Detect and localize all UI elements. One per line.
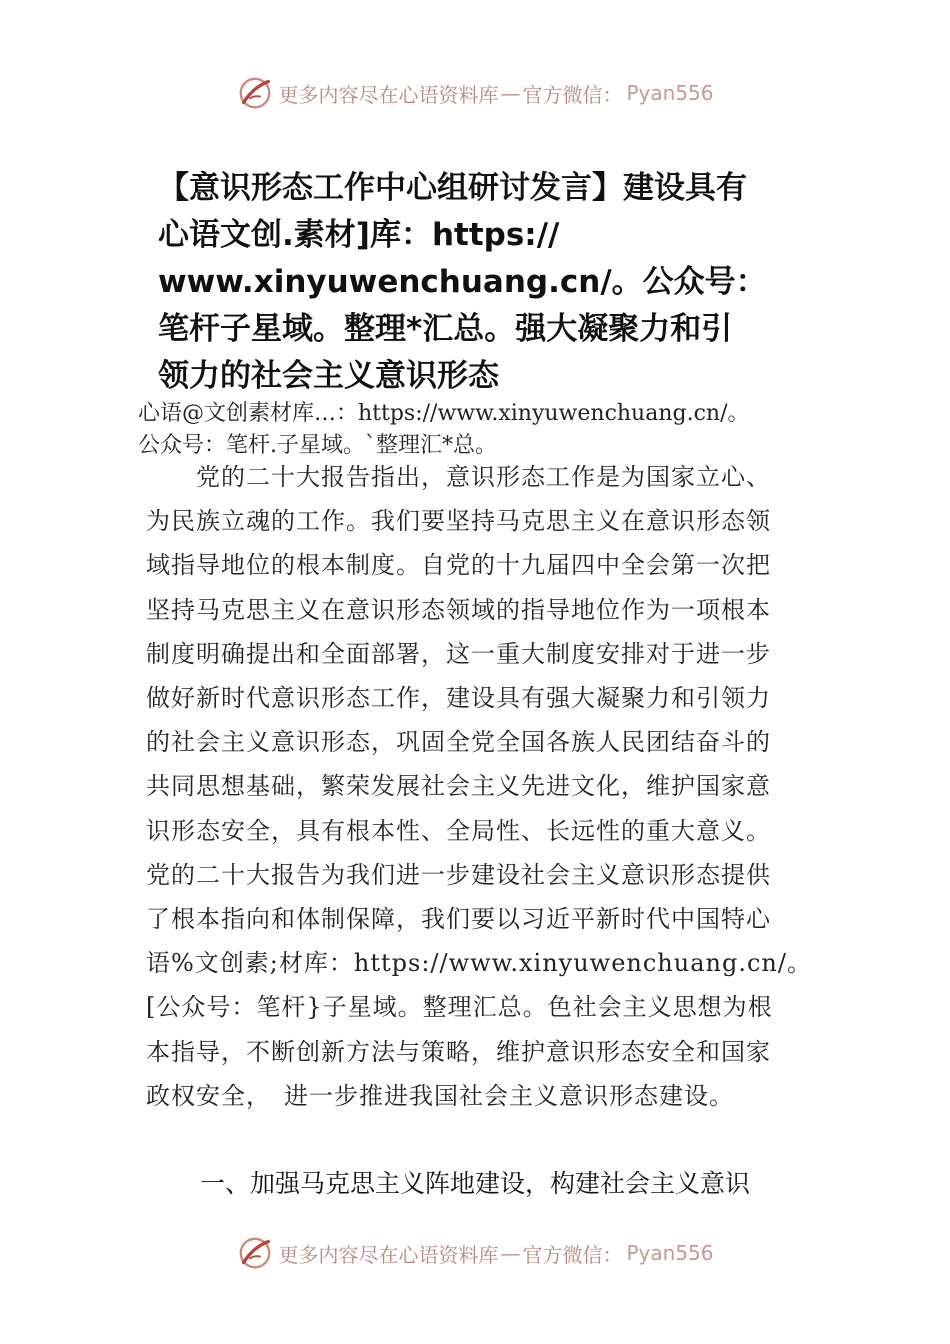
body-line: 语%文创素;材库：https://www.xinyuwenchuang.cn/。 <box>146 949 812 978</box>
title-line: www.xinyuwenchuang.cn/。公众号： <box>158 264 767 300</box>
title-line: 笔杆子星域。整理*汇总。强大凝聚力和引 <box>158 311 733 347</box>
body-paragraph <box>146 455 846 1118</box>
body-line: 的社会主义意识形态，巩固全党全国各族人民团结奋斗的 <box>146 728 771 757</box>
body-line: 域指导地位的根本制度。自党的十九届四中全会第一次把 <box>146 551 771 580</box>
body-line: [公众号：笔杆}子星域。整理汇总。色社会主义思想为根 <box>146 993 773 1022</box>
body-line: 共同思想基础，繁荣发展社会主义先进文化，维护国家意 <box>146 772 771 801</box>
body-line: 了根本指向和体制保障，我们要以习近平新时代中国特心 <box>146 905 771 934</box>
watermark-text: 更多内容尽在心语资料库 <box>278 1242 499 1267</box>
body-line: 识形态安全，具有根本性、全局性、长远性的重大意义。 <box>146 816 771 845</box>
brush-seal-icon <box>236 74 274 112</box>
watermark-separator: — <box>500 1241 521 1265</box>
brush-seal-icon <box>236 1234 274 1272</box>
body-line: 党的二十大报告为我们进一步建设社会主义意识形态提供 <box>146 860 771 889</box>
footer-watermark <box>0 1233 950 1273</box>
body-line: 为民族立魂的工作。我们要坚持马克思主义在意识形态领 <box>146 507 771 536</box>
title-line: 领力的社会主义意识形态 <box>158 358 499 394</box>
title-line: 【意识形态工作中心组研讨发言】建设具有 <box>158 170 747 206</box>
header-watermark <box>0 73 950 113</box>
watermark-wechat-id: Pyan556 <box>626 81 714 105</box>
body-line: 制度明确提出和全面部署，这一重大制度安排对于进一步 <box>146 639 771 668</box>
source-note <box>138 398 838 462</box>
document-title <box>158 165 858 400</box>
watermark-separator: — <box>500 81 521 105</box>
title-line: 心语文创.素材]库：https:// <box>158 217 560 253</box>
watermark-text: 更多内容尽在心语资料库 <box>278 82 499 107</box>
body-line: 政权安全， 进一步推进我国社会主义意识形态建设。 <box>146 1081 734 1110</box>
source-line: 公众号：笔杆.子星域。`整理汇*总。 <box>138 433 497 458</box>
body-line: 党的二十大报告指出，意识形态工作是为国家立心、 <box>146 463 771 491</box>
watermark-wechat-label: 官方微信： <box>522 1242 623 1267</box>
body-line: 坚持马克思主义在意识形态领域的指导地位作为一项根本 <box>146 595 771 624</box>
body-line: 本指导，不断创新方法与策略，维护意识形态安全和国家 <box>146 1037 771 1066</box>
watermark-wechat-id: Pyan556 <box>626 1241 714 1265</box>
body-line: 做好新时代意识形态工作，建设具有强大凝聚力和引领力 <box>146 684 771 713</box>
section-heading: 一、加强马克思主义阵地建设，构建社会主义意识 <box>200 1169 751 1198</box>
watermark-wechat-label: 官方微信： <box>522 82 623 107</box>
source-line: 心语@文创素材库…：https://www.xinyuwenchuang.cn/。 <box>138 401 750 426</box>
